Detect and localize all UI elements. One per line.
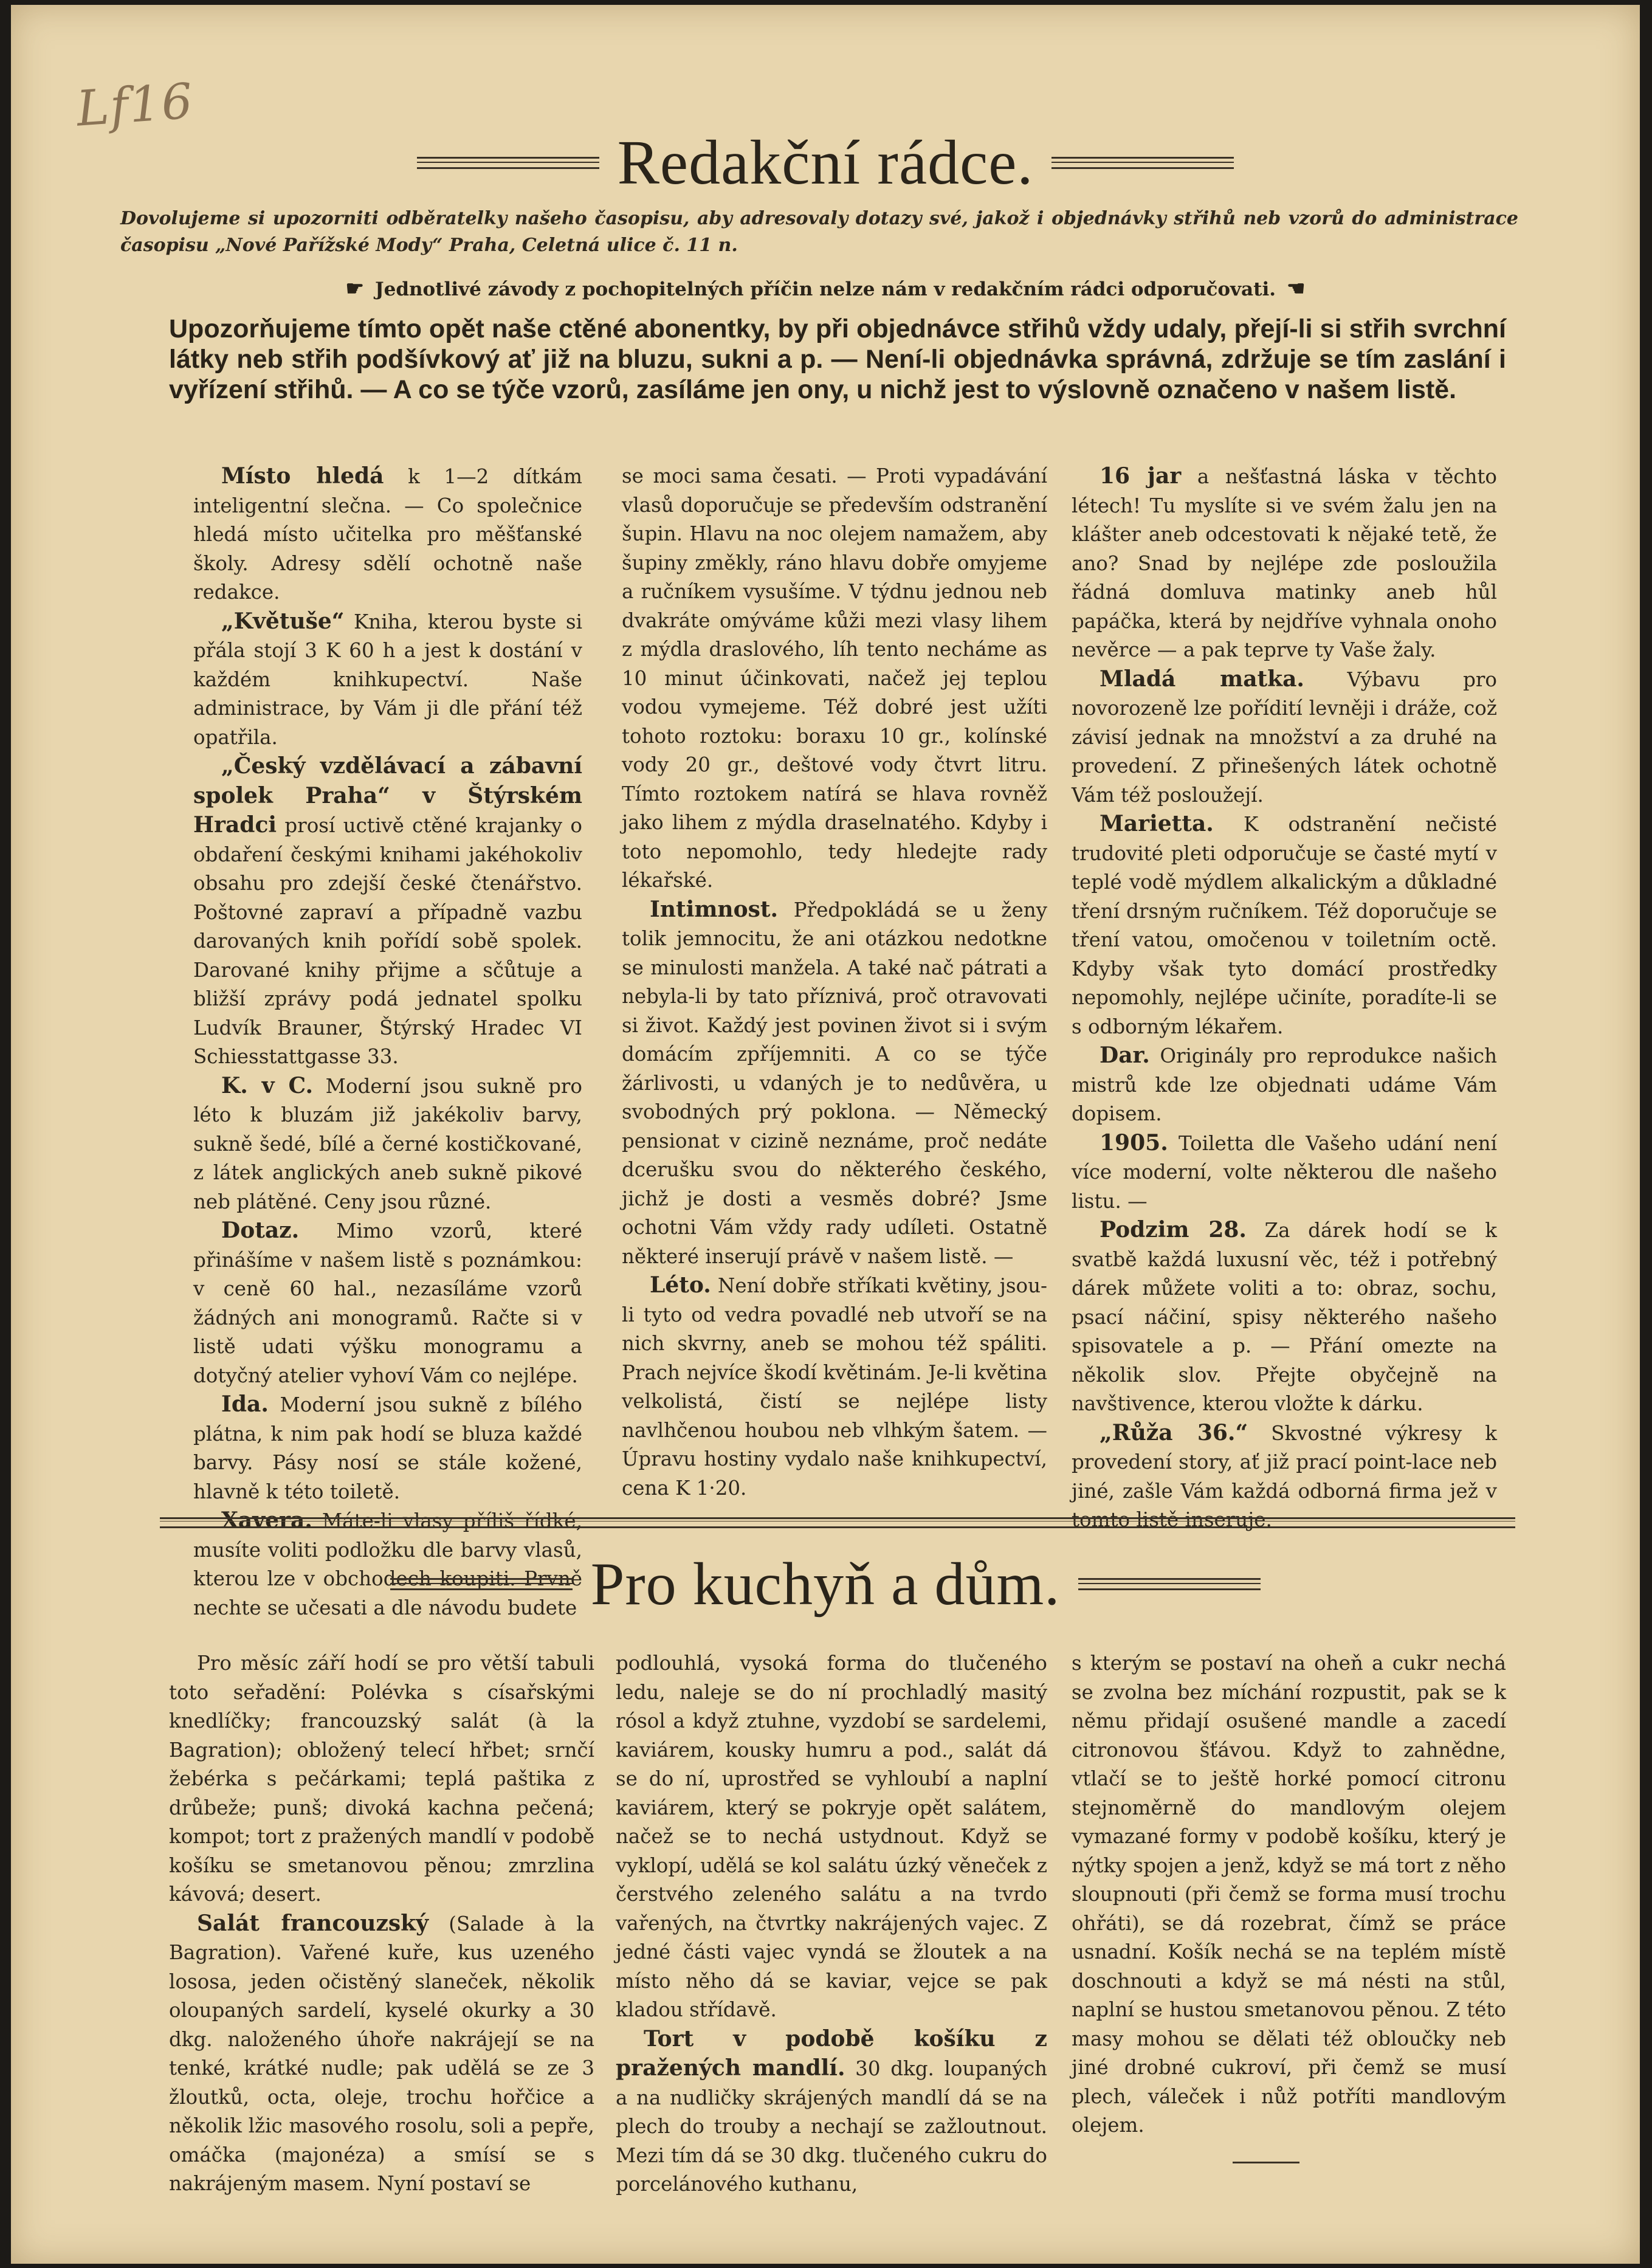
paragraph — [1072, 1129, 1497, 1216]
pointing-hand-icon: ☛ — [345, 277, 364, 301]
column-1 — [193, 462, 582, 1622]
paragraph — [193, 1072, 582, 1217]
column-2 — [616, 1649, 1047, 2199]
paragraph-text: (Salade à la Bagration). Vařené kuře, kus uzeného lososa, jeden očistěný slaneček, několik oloupaných sardelí, kyselé okurky a 30 dkg. naloženého úhoře nakrájejí se na tenké, krátké nudle; pak udělá se ze 3 žloutků, octa, oleje, trochu hořčice a několik lžic masového rosolu, soli a pepře, omáčka (majonéza) a smísí se s nakrájeným masem. Nyní postaví se — [169, 1912, 594, 2195]
column-3 — [1072, 462, 1497, 1535]
paragraph-heading: 1905. — [1100, 1129, 1168, 1156]
intro-notice: Dovolujeme si upozorniti odběratelky našeho časopisu, aby adresovaly dotazy své, jakož i objednávky střihů neb vzorů do administrace časopisu „Nové Pařížské Mody“ Praha, Celetná ulice č. 11 n. — [120, 208, 1518, 256]
paragraph-text: se moci sama česati. — Proti vypadávání vlasů doporučuje se především odstranění šupin. Hlavu na noc olejem namažem, aby šupiny změkly, ráno hlavu dobře omyjeme a ručníkem vysušíme. V týdnu jednou neb dvakráte omýváme kůži mezi vlasy lihem z mýdla draslového, líh tento necháme as 10 minut účinkovati, načež jej teplou vodou vymejeme. Též dobré jest užíti tohoto roztoku: boraxu 10 gr., kolínské vody 20 gr., deštové vody čtvrt litru. Tímto roztokem natírá se hlava rovněž jako lihem z mýdla draselnatého. Kdyby i toto nepomohlo, tedy hledejte rady lékařské. — [622, 464, 1047, 892]
paragraph-heading: Xavera. — [221, 1508, 312, 1533]
header-rule-left — [390, 1578, 573, 1590]
section-title: Pro kuchyň a dům. — [590, 1550, 1061, 1618]
paragraph-heading: 16 jar — [1100, 463, 1182, 489]
paragraph — [169, 1909, 594, 2199]
paragraph — [616, 2025, 1047, 2199]
pointing-hand-icon: ☚ — [1287, 277, 1306, 301]
section-divider — [160, 1517, 1515, 1528]
paragraph-text: podlouhlá, vysoká forma do tlučeného ledu, naleje se do ní prochladlý masitý rósol a když ztuhne, vyzdobí se sardelemi, kaviárem, kousky humru a pod., salát dá se do ní, uprostřed se vyhloubí a naplní kaviárem, který se pokryje opět salátem, načež se to nechá ustydnout. Když se vyklopí, udělá se kol salátu úzký věneček z čerstvého zeleného salátu a na tvrdo vařených, na čtvrtky nakrájených vajec. Z jedné části vajec vyndá se žloutek a na místo něho dá se kaviar, vejce se pak kladou střídavě. — [616, 1652, 1047, 2021]
lead-paragraph: Upozorňujeme tímto opět naše ctěné abonentky, by při objednávce střihů vždy udaly, přejí-li si střih svrchní látky neb střih podšívkový ať již na bluzu, sukni a p. — Není-li objednávka správná, zdržuje se tím zaslání i vyřízení střihů. — A co se týče vzorů, zasíláme jen ony, u nichž jest to výslovně označeno v našem listě. — [169, 314, 1506, 404]
column-2 — [622, 462, 1047, 1503]
paragraph-text: k 1—2 dítkám inteligentní slečna. — Co společnice hledá místo učitelka pro měšťanské školy. Adresy sdělí ochotně naše redakce. — [193, 465, 582, 604]
paragraph — [622, 895, 1047, 1272]
paragraph-text: K odstranění nečisté trudovité pleti odporučuje se časté mytí v teplé vodě mýdlem alkalickým a důkladné tření drsným ručníkem. Též doporučuje se tření vatou, omočenou v toiletním octě. Kdyby však tyto domácí prostředky nepomohly, nejlépe učiníte, poradíte-li se s odborným lékařem. — [1072, 813, 1497, 1038]
paragraph — [169, 1649, 594, 1909]
paragraph-text: s kterým se postaví na oheň a cukr nechá se zvolna bez míchání rozpustit, pak se k němu přidají osušené mandle a zacedí citronovou šťávou. Když to zahnědne, vtlačí se to ještě horké pomocí citronu stejnoměrně do mandlovým olejem vymazané formy v podobě košíku, který je nýtky spojen a jenž, když se má tort z něho sloupnouti (při čemž se forma musí trochu ohřáti), se dá rozebrat, čímž se práce usnadní. Košík nechá se na teplém místě doschnouti a když se má nésti na stůl, naplní se hustou smetanovou pěnou. Z této masy mohou se dělati též obloučky neb jiné drobné cukroví, při čemž se musí plech, váleček i nůž potříti mandlovým olejem. — [1072, 1652, 1506, 2137]
magazine-page — [11, 5, 1640, 2264]
section-header-redakcni-radce — [11, 126, 1640, 199]
paragraph-heading: Ida. — [221, 1391, 269, 1417]
paragraph-text: Toiletta dle Vašeho udání není více moderní, volte některou dle našeho listu. — — [1072, 1131, 1497, 1213]
section-title: Redakční rádce. — [617, 128, 1034, 198]
paragraph-heading: Dar. — [1100, 1043, 1150, 1068]
header-rule-left — [417, 157, 599, 169]
paragraph — [1072, 1216, 1497, 1419]
paragraph-heading: „Český vzdělávací a zábavní spolek Praha“ v Štýrském Hradci — [193, 753, 582, 838]
paragraph-text: Výbavu pro novorozeně lze pořídití levněji i dráže, což závisí jednak na množství a za druhé na provedení. Z přinešených látek ochotně Vám též posloužejí. — [1072, 667, 1497, 807]
paragraph — [622, 462, 1047, 895]
paragraph-heading: Podzim 28. — [1100, 1217, 1247, 1243]
paragraph-text: Máte-li vlasy příliš řídké, musíte voliti podložku dle barvy vlasů, kterou lze v obchodech koupiti. Prvně nechte se učesati a dle návodu budete — [193, 1509, 582, 1619]
header-rule-right — [1078, 1578, 1261, 1590]
paragraph-heading: Marietta. — [1100, 811, 1214, 836]
paragraph — [193, 1390, 582, 1506]
paragraph — [622, 1271, 1047, 1503]
paragraph-heading: Mladá matka. — [1100, 666, 1304, 692]
paragraph — [1072, 1041, 1497, 1129]
paragraph-text: 30 dkg. loupaných a na nudličky skrájených mandlí dá se na plech do trouby a nechají se zažloutnout. Mezi tím dá se 30 dkg. tlučeného cukru do porcelánového kuthanu, — [616, 2057, 1047, 2196]
paragraph — [193, 752, 582, 1072]
paragraph-heading: „Růža 36.“ — [1100, 1419, 1248, 1446]
paragraph-heading: Salát francouzský — [197, 1910, 429, 1936]
paragraph-text: Originály pro reprodukce našich mistrů kde lze objednati udáme Vám dopisem. — [1072, 1044, 1497, 1125]
column-3 — [1072, 1649, 1506, 2140]
paragraph-text: Předpokládá se u ženy tolik jemnocitu, že ani otázkou nedotkne se minulosti manžela. A také nač pátrati a nebyla-li by tato příznivá, proč otravovati si život. Každý jest povinen život si i svým domácím zpříjemniti. A co se týče žárlivosti, u vdaných je to nedůvěra, u svobodných prý poklona. — Německý pensionat v cizině neznáme, proč nedáte dcerušku svou do některého českého, jichž je dosti a vesměs dobré? Jsme ochotni Vám vždy rady udíleti. Ostatně některé inserují právě v našem listě. — — [622, 898, 1047, 1268]
paragraph-text: Moderní jsou sukně pro léto k bluzám již jakékoliv barvy, sukně šedé, bílé a černé kostičkované, z látek anglických aneb sukně pikové neb plátěné. Ceny jsou různé. — [193, 1074, 583, 1213]
paragraph — [193, 607, 582, 753]
paragraph-text: Mimo vzorů, které přinášíme v našem listě s poznámkou: v ceně 60 hal., nezasíláme vzorů žádných ani monogramů. Račte si v listě udati výšku monogramu a dotyčný atelier vyhoví Vám co nejlépe. — [193, 1219, 582, 1387]
paragraph-heading: Intimnost. — [650, 896, 779, 922]
header-rule-right — [1051, 157, 1234, 169]
paragraph — [616, 1649, 1047, 2025]
handwritten-folio: Lf16 — [74, 72, 196, 137]
paragraph — [1072, 1649, 1506, 2140]
paragraph — [193, 462, 582, 607]
paragraph-text: Pro měsíc září hodí se pro větší tabuli toto seřadění: Polévka s císařskými knedlíčky; francouzský salát (à la Bagration); obložený telecí hřbet; srnčí žebérka s pečárkami; teplá paštika z drůbeže; punš; divoká kachna pečená; kompot; tort z pražených mandlí v podobě košíku se smetanovou pěnou; zmrzlina kávová; desert. — [169, 1652, 594, 1906]
paragraph-text: Skvostné výkresy k provedení story, ať již prací point-lace neb jiné, zašle Vám každá odborná firma jež v tomto listě inseruje. — [1072, 1421, 1497, 1531]
paragraph — [1072, 462, 1497, 665]
paragraph — [1072, 810, 1497, 1041]
paragraph — [1072, 665, 1497, 810]
end-rule — [1233, 2162, 1299, 2163]
paragraph-heading: Dotaz. — [221, 1218, 300, 1243]
policy-text: Jednotlivé závody z pochopitelných příčin nelze nám v redakčním rádci odporučovati. — [374, 278, 1276, 300]
paragraph — [193, 1216, 582, 1390]
paragraph-text: Kniha, kterou byste si přála stojí 3 K 60 h a jest k dostání v každém knihkupectví. Naše administrace, by Vám ji dle přání též opatřila. — [193, 610, 582, 749]
paragraph-heading: K. v C. — [221, 1072, 314, 1098]
paragraph-text: Není dobře stříkati květiny, jsou-li tyto od vedra povadlé neb utvoří se na nich skvrny, aneb se mohou též spáliti. Prach nejvíce škodí květinám. Je-li květina velkolistá, čistí se nejlépe listy navlhčenou houbou neb vlhkým šatem. — Úpravu hostiny vydalo naše knihkupectví, cena K 1·20. — [622, 1274, 1047, 1500]
section-header-pro-kuchyn — [11, 1549, 1640, 1619]
paragraph-heading: „Květuše“ — [221, 608, 345, 634]
paragraph-heading: Tort v podobě košíku z pražených mandlí. — [616, 2025, 1047, 2081]
paragraph-text: Za dárek hodí se k svatbě každá luxusní věc, též i potřebný dárek můžete voliti a to: obraz, sochu, psací náčiní, spisy některého našeho spisovatele a p. — Přání omezte na několik slov. Přejte obyčejně na navštivence, kterou vložte k dárku. — [1072, 1219, 1497, 1415]
paragraph-text: prosí uctivě ctěné krajanky o obdaření českými knihami jakéhokoliv obsahu pro zdejší české čtenářstvo. Poštovné zapraví a případně vazbu darovaných knih pořídí sobě spolek. Darované knihy přijme a sčůtuje a bližší zprávy podá jednatel spolku Ludvík Brauner, Štýrský Hradec VI Schiesstattgasse 33. — [193, 814, 582, 1068]
column-1 — [169, 1649, 594, 2199]
paragraph-heading: Místo hledá — [221, 463, 384, 489]
paragraph-text: a nešťastná láska v těchto létech! Tu myslíte si ve svém žalu jen na klášter aneb odcestovati k nějaké tetě, že ano? Snad by nejlépe zde posloužila řádná domluva matinky aneb hůl papáčka, která by nejdříve vyhnala onoho nevěrce — a pak teprve ty Vaše žaly. — [1072, 465, 1497, 661]
paragraph-text: Moderní jsou sukně z bílého plátna, k nim pak hodí se bluza každé barvy. Pásy nosí se stále kožené, hlavně k této toiletě. — [193, 1393, 582, 1503]
paragraph-heading: Léto. — [650, 1272, 711, 1298]
policy-notice — [218, 277, 1433, 301]
